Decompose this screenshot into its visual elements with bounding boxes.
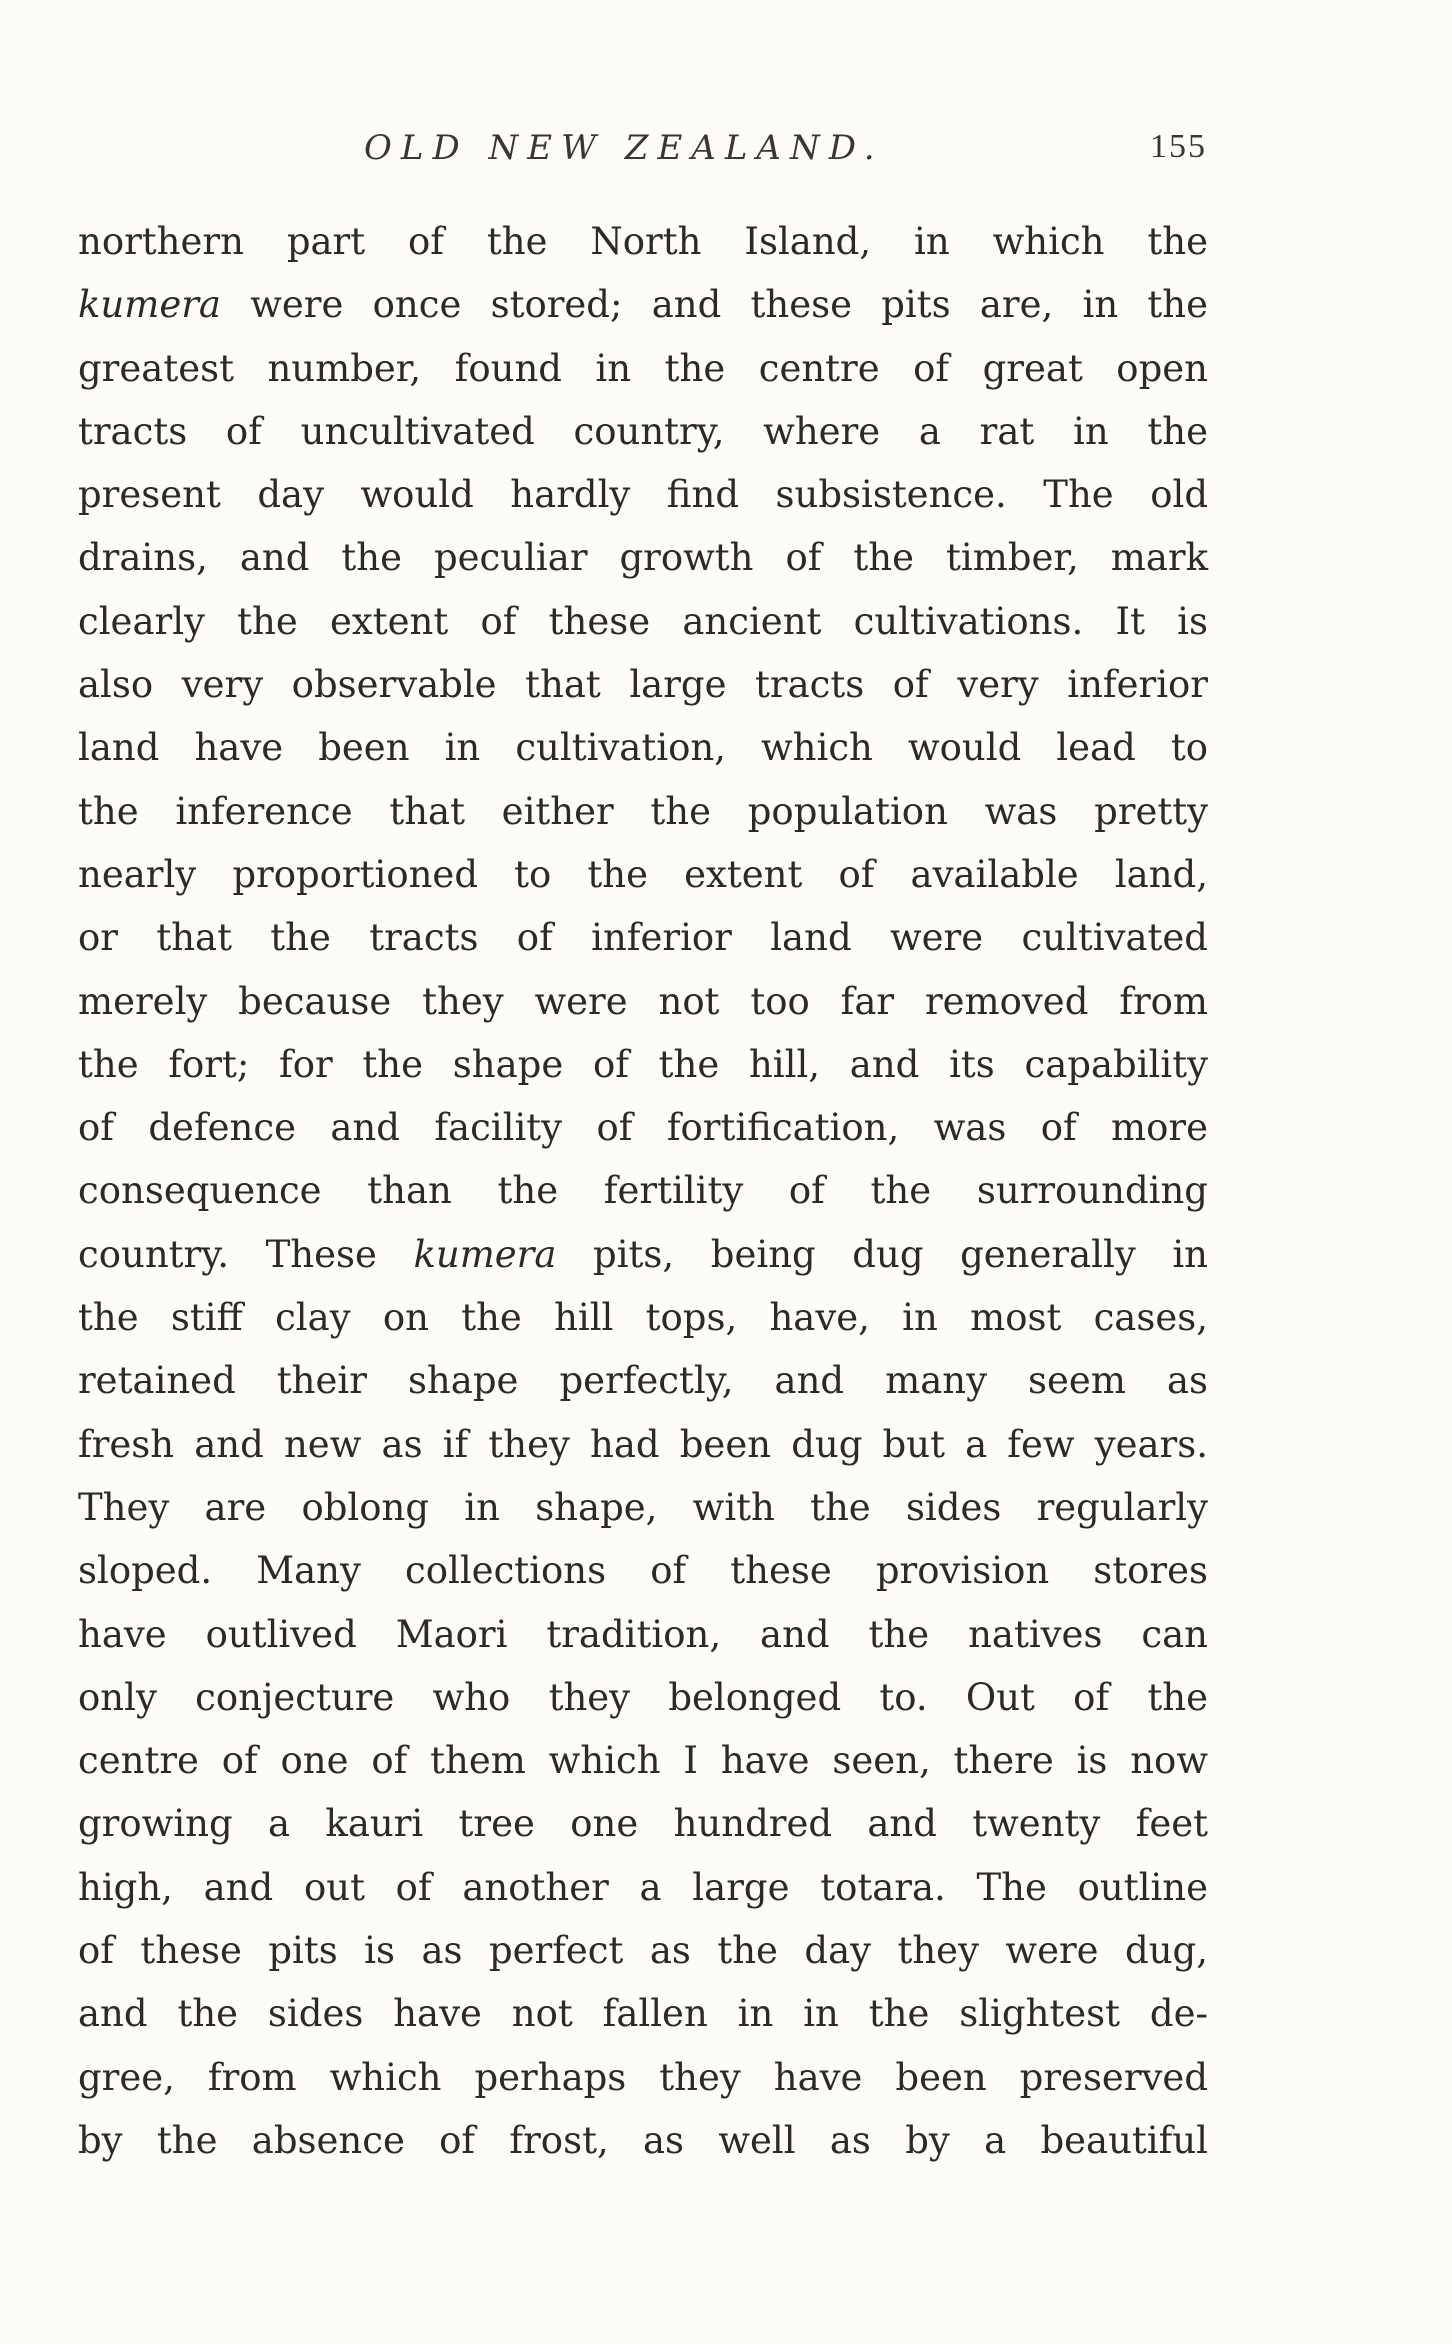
text-line: growing a kauri tree one hundred and twenty feet <box>78 1802 1208 1846</box>
text-line: the inference that either the population was pretty <box>78 789 1208 833</box>
text-line: of defence and facility of fortification, was of more <box>78 1106 1208 1150</box>
text-line: drains, and the peculiar growth of the timber, mark <box>78 536 1208 580</box>
text-line: present day would hardly find subsistence. The old <box>78 473 1208 517</box>
text-line: sloped. Many collections of these provision stores <box>78 1549 1208 1593</box>
running-title: OLD NEW ZEALAND. <box>364 128 884 168</box>
text-line: only conjecture who they belonged to. Out of the <box>78 1675 1208 1719</box>
text-line: nearly proportioned to the extent of available land, <box>78 852 1208 896</box>
text-line: high, and out of another a large totara. The outline <box>78 1865 1208 1909</box>
body-text <box>78 210 1208 2172</box>
text-line: have outlived Maori tradition, and the natives can <box>78 1612 1208 1656</box>
text-line: and the sides have not fallen in in the slightest de- <box>78 1992 1208 2036</box>
text-line: consequence than the fertility of the surrounding <box>78 1169 1208 1213</box>
text-line: clearly the extent of these ancient cultivations. It is <box>78 599 1208 643</box>
text-line: or that the tracts of inferior land were cultivated <box>78 916 1208 960</box>
text-line: country. These kumera pits, being dug generally in <box>78 1232 1208 1276</box>
italic-term: kumera <box>413 1232 557 1276</box>
text-line: tracts of uncultivated country, where a rat in the <box>78 409 1208 453</box>
text-line: fresh and new as if they had been dug but a few years. <box>78 1422 1208 1466</box>
text-line: by the absence of frost, as well as by a beautiful <box>78 2118 1208 2162</box>
text-line: also very observable that large tracts of very inferior <box>78 663 1208 707</box>
text-line: merely because they were not too far removed from <box>78 979 1208 1023</box>
text-line: They are oblong in shape, with the sides regularly <box>78 1485 1208 1529</box>
running-head <box>0 128 1452 178</box>
text-line: land have been in cultivation, which would lead to <box>78 726 1208 770</box>
text-line: centre of one of them which I have seen, there is now <box>78 1739 1208 1783</box>
italic-term: kumera <box>78 283 221 327</box>
text-line: greatest number, found in the centre of great open <box>78 346 1208 390</box>
text-line: the fort; for the shape of the hill, and its capability <box>78 1042 1208 1086</box>
text-line: the stiff clay on the hill tops, have, in most cases, <box>78 1296 1208 1340</box>
text-line: gree, from which perhaps they have been preserved <box>78 2055 1208 2099</box>
text-line: northern part of the North Island, in which the <box>78 220 1208 263</box>
text-line: retained their shape perfectly, and many seem as <box>78 1359 1208 1403</box>
page-number: 155 <box>1150 128 1207 165</box>
text-line: kumera were once stored; and these pits are, in the <box>78 283 1208 327</box>
text-line: of these pits is as perfect as the day they were dug, <box>78 1929 1208 1973</box>
